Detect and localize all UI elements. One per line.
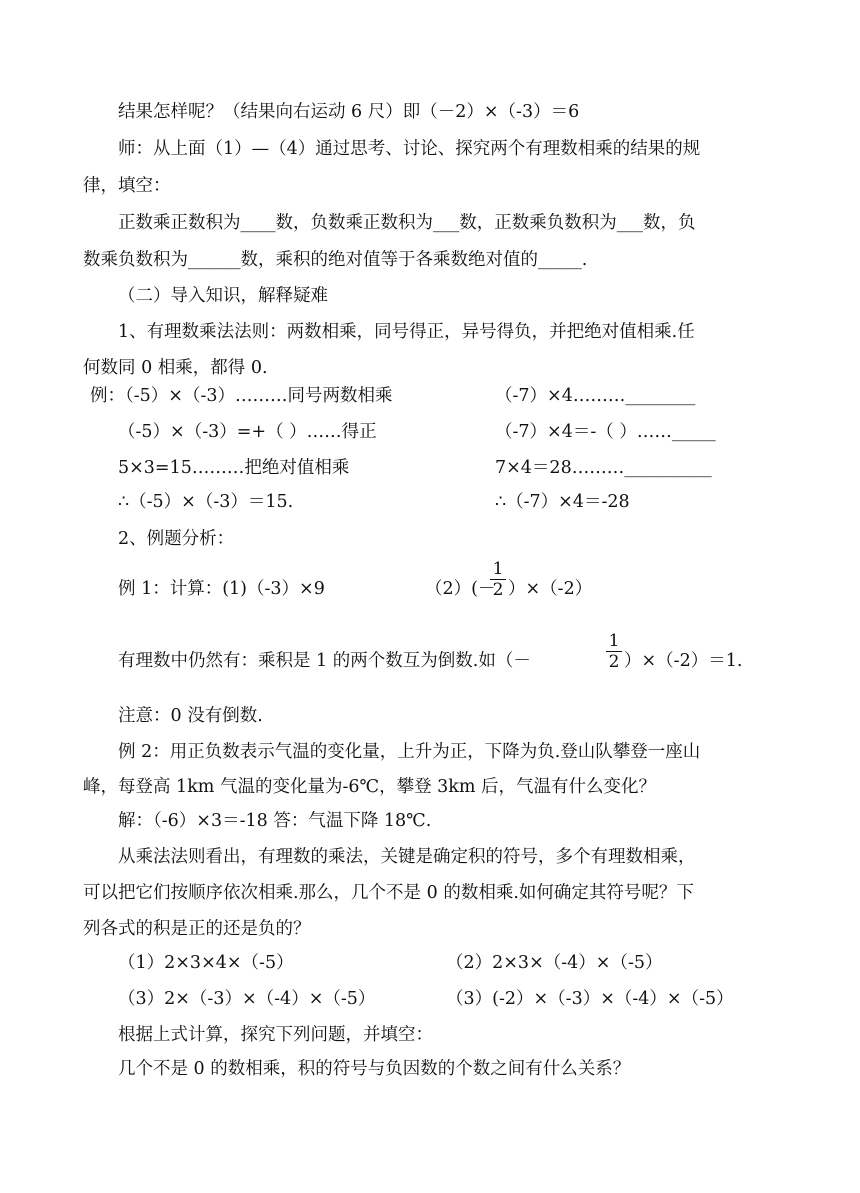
fraction-denominator: 2 <box>492 580 504 600</box>
section-heading: 2、例题分析： <box>118 529 235 549</box>
text-line: 根据上式计算，探究下列问题，并填空： <box>118 1025 433 1045</box>
fraction <box>490 560 506 599</box>
example-left-line: ∴（-5）×（-3）＝15. <box>118 492 294 512</box>
fraction-denominator: 2 <box>608 652 620 672</box>
section-heading: （二）导入知识，解释疑难 <box>118 286 328 306</box>
example-right-line: ∴（-7）×4＝-28 <box>495 492 630 512</box>
text-line: 几个不是 0 的数相乘，积的符号与负因数的个数之间有什么关系？ <box>118 1059 631 1079</box>
expression: （2）2×3×（-4）×（-5） <box>446 953 663 973</box>
expression: （3）(-2）×（-3）×（-4）×（-5） <box>446 989 734 1009</box>
text-line: 师：从上面（1）—（4）通过思考、讨论、探究两个有理数相乘的结果的规 <box>118 139 701 159</box>
example-right-line: 7×4＝28………__________ <box>495 458 712 478</box>
text-line: 1、有理数乘法法则：两数相乘，同号得正，异号得负，并把绝对值相乘.任 <box>118 322 695 342</box>
example-1-part-1: 例 1：计算：(1)（-3）×9 <box>118 579 325 599</box>
text-line: 数乘负数积为______数，乘积的绝对值等于各乘数绝对值的_____. <box>83 250 588 270</box>
example-left-line: 5×3=15………把绝对值相乘 <box>118 458 350 478</box>
text-line: 结果怎样呢？（结果向右运动 6 尺）即（－2）×（-3）＝6 <box>118 102 580 122</box>
text-line: 正数乘正数积为____数，负数乘正数积为___数，正数乘负数积为___数，负 <box>118 213 696 233</box>
solution-line: 解：（-6）×3＝-18 答：气温下降 18℃. <box>118 811 432 831</box>
text-line: 律，填空： <box>83 176 171 196</box>
text-line: 何数同 0 相乘，都得 0. <box>83 358 268 378</box>
text-line: 从乘法法则看出，有理数的乘法，关键是确定积的符号，多个有理数相乘， <box>118 847 696 867</box>
reciprocal-line-suffix: ）×（-2）＝1. <box>624 651 743 671</box>
text-line: 可以把它们按顺序依次相乘.那么，几个不是 0 的数相乘.如何确定其符号呢？下 <box>83 883 694 903</box>
example-right-line: （-7）×4………________ <box>495 386 696 406</box>
example-1-part-2-prefix: （2）(－ <box>425 579 496 599</box>
expression: （1）2×3×4×（-5） <box>118 953 294 973</box>
text-line: 例 2：用正负数表示气温的变化量，上升为正，下降为负.登山队攀登一座山 <box>118 742 701 762</box>
example-left-line: 例：（-5）×（-3）………同号两数相乘 <box>90 386 393 406</box>
text-line: 峰，每登高 1km 气温的变化量为-6℃，攀登 3km 后，气温有什么变化？ <box>83 777 657 797</box>
fraction-numerator: 1 <box>608 631 620 651</box>
reciprocal-line-prefix: 有理数中仍然有：乘积是 1 的两个数互为倒数.如（－ <box>118 651 531 671</box>
example-left-line: （-5）×（-3）=+（ ）……得正 <box>118 422 377 442</box>
example-right-line: （-7）×4＝-（ ）……_____ <box>495 422 716 442</box>
fraction-numerator: 1 <box>492 559 504 579</box>
text-line: 列各式的积是正的还是负的？ <box>83 919 311 939</box>
note-line: 注意：0 没有倒数. <box>118 706 263 726</box>
example-1-part-2-suffix: ）×（-2） <box>508 579 593 599</box>
fraction <box>606 632 622 671</box>
expression: （3）2×（-3）×（-4）×（-5） <box>118 989 376 1009</box>
